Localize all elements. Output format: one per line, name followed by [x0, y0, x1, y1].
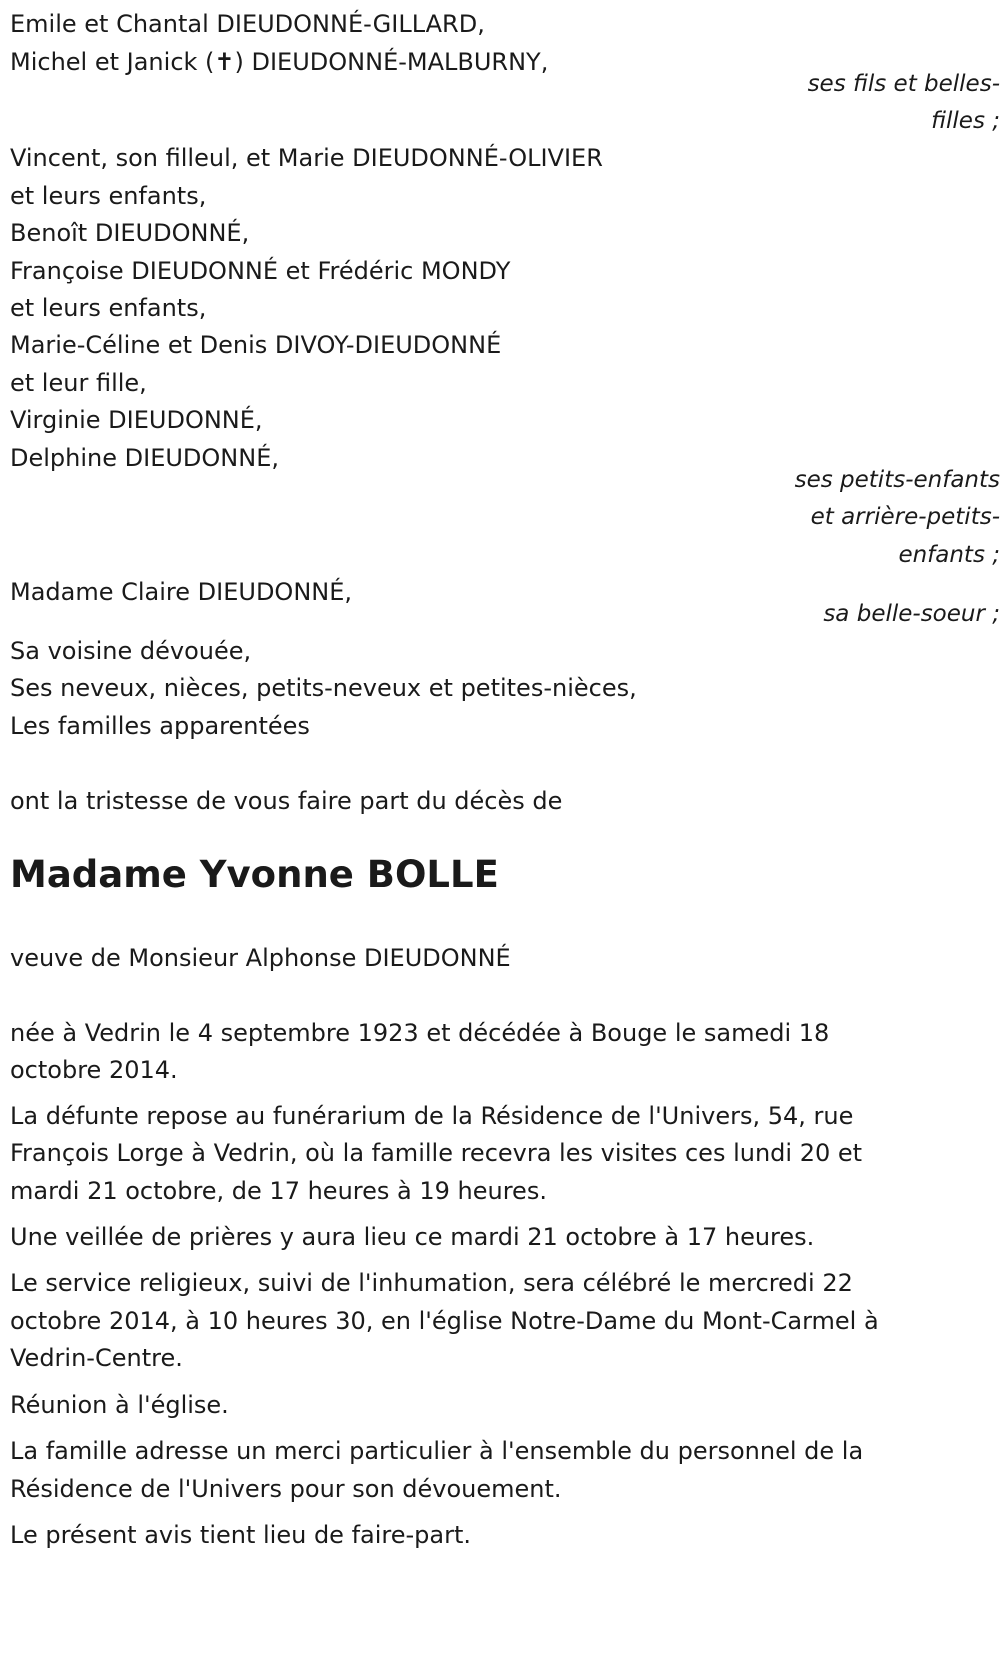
- family-line: et leurs enfants,: [10, 182, 207, 210]
- detail-line: Le service religieux, suivi de l'inhumation, sera célébré le mercredi 22: [10, 1269, 853, 1297]
- relation-label: enfants ;: [898, 542, 1000, 568]
- detail-line: François Lorge à Vedrin, où la famille recevra les visites ces lundi 20 et: [10, 1139, 863, 1167]
- widow-of-text: veuve de Monsieur Alphonse DIEUDONNÉ: [10, 944, 511, 972]
- relation-label: ses petits-enfants: [794, 467, 1000, 493]
- family-line: Emile et Chantal DIEUDONNÉ-GILLARD,: [10, 10, 485, 38]
- family-line: Benoît DIEUDONNÉ,: [10, 219, 250, 247]
- relation-label: filles ;: [931, 108, 1000, 134]
- family-line: Françoise DIEUDONNÉ et Frédéric MONDY: [10, 257, 511, 285]
- family-line: Marie-Céline et Denis DIVOY-DIEUDONNÉ: [10, 331, 502, 359]
- detail-line: Une veillée de prières y aura lieu ce mardi 21 octobre à 17 heures.: [10, 1223, 815, 1251]
- detail-line: Résidence de l'Univers pour son dévouement.: [10, 1475, 562, 1503]
- detail-line: La famille adresse un merci particulier à l'ensemble du personnel de la: [10, 1437, 864, 1465]
- family-line: et leur fille,: [10, 369, 147, 397]
- family-line: Les familles apparentées: [10, 712, 310, 740]
- family-line: Michel et Janick (✝) DIEUDONNÉ-MALBURNY,: [10, 48, 549, 76]
- detail-line: née à Vedrin le 4 septembre 1923 et décédée à Bouge le samedi 18: [10, 1019, 830, 1047]
- family-line: Ses neveux, nièces, petits-neveux et petites-nièces,: [10, 674, 637, 702]
- family-line: Delphine DIEUDONNÉ,: [10, 444, 279, 472]
- relation-label: ses fils et belles-: [807, 71, 1000, 97]
- family-line: Madame Claire DIEUDONNÉ,: [10, 578, 353, 606]
- family-line: et leurs enfants,: [10, 294, 207, 322]
- detail-line: Réunion à l'église.: [10, 1391, 229, 1419]
- detail-line: La défunte repose au funérarium de la Résidence de l'Univers, 54, rue: [10, 1102, 854, 1130]
- family-line: Virginie DIEUDONNÉ,: [10, 406, 263, 434]
- relation-label: et arrière-petits-: [810, 504, 1000, 530]
- detail-line: mardi 21 octobre, de 17 heures à 19 heures.: [10, 1177, 547, 1205]
- family-line: Sa voisine dévouée,: [10, 637, 252, 665]
- family-line: Vincent, son filleul, et Marie DIEUDONNÉ-OLIVIER: [10, 144, 603, 172]
- detail-line: Le présent avis tient lieu de faire-part.: [10, 1521, 472, 1549]
- announcement-text: ont la tristesse de vous faire part du décès de: [10, 787, 563, 815]
- deceased-name: Madame Yvonne BOLLE: [10, 853, 499, 896]
- detail-line: Vedrin-Centre.: [10, 1344, 183, 1372]
- detail-line: octobre 2014.: [10, 1056, 178, 1084]
- relation-label: sa belle-soeur ;: [823, 601, 1000, 627]
- detail-line: octobre 2014, à 10 heures 30, en l'église Notre-Dame du Mont-Carmel à: [10, 1307, 879, 1335]
